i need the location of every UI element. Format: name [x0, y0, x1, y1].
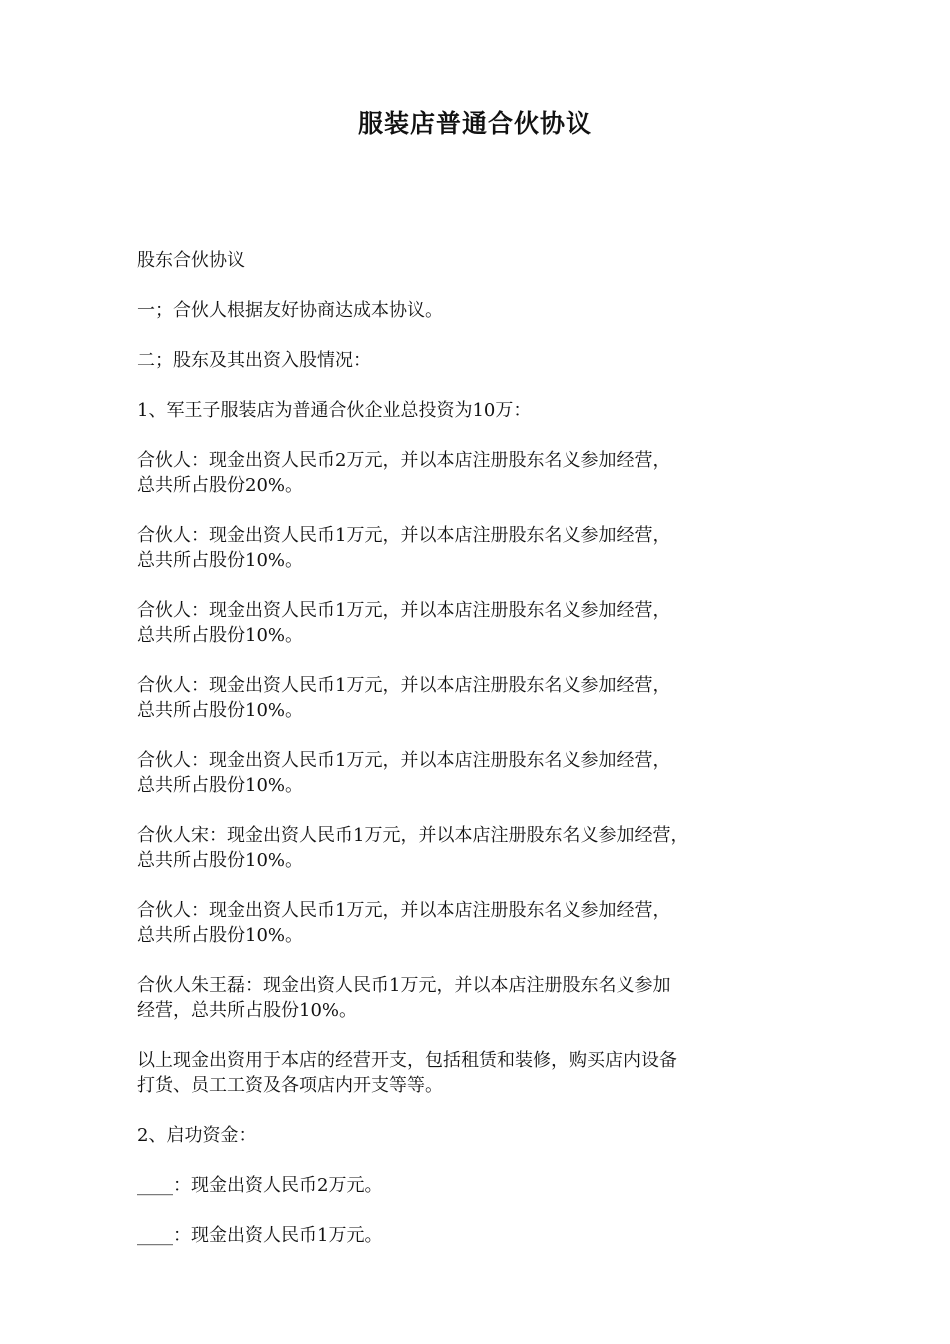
partner-entry [137, 598, 827, 648]
startup-fund-entry [137, 1173, 827, 1198]
paragraph-line: 合伙人：现金出资人民币1万元，并以本店注册股东名义参加经营， [137, 525, 671, 546]
paragraph-line: 合伙人：现金出资人民币1万元，并以本店注册股东名义参加经营， [137, 750, 671, 771]
paragraph-line: 总共所占股份10%。 [137, 925, 304, 946]
paragraph-line: 总共所占股份10%。 [137, 850, 304, 871]
paragraph-clause-1 [137, 298, 827, 323]
paragraph-line: 合伙人宋：现金出资人民币1万元，并以本店注册股东名义参加经营， [137, 825, 689, 846]
paragraph-line: 合伙人：现金出资人民币1万元，并以本店注册股东名义参加经营， [137, 900, 671, 921]
paragraph-line: 二；股东及其出资入股情况： [137, 350, 371, 371]
paragraph-line: 合伙人：现金出资人民币1万元，并以本店注册股东名义参加经营， [137, 600, 671, 621]
paragraph-line: 合伙人：现金出资人民币2万元，并以本店注册股东名义参加经营， [137, 450, 671, 471]
paragraph-line: 经营，总共所占股份10%。 [137, 1000, 358, 1021]
partner-entry [137, 523, 827, 573]
paragraph-line: 总共所占股份10%。 [137, 700, 304, 721]
paragraph-line: 以上现金出资用于本店的经营开支，包括租赁和装修，购买店内设备 [137, 1050, 677, 1071]
paragraph-line: 总共所占股份10%。 [137, 550, 304, 571]
paragraph-line: 总共所占股份10%。 [137, 775, 304, 796]
partner-entry [137, 448, 827, 498]
document-title: 服装店普通合伙协议 [357, 109, 592, 138]
paragraph-heading [137, 248, 827, 273]
partner-entry [137, 823, 827, 873]
paragraph-line: 1、军王子服装店为普通合伙企业总投资为10万： [137, 400, 532, 421]
paragraph-line: 股东合伙协议 [137, 250, 245, 271]
paragraph-line: ____：现金出资人民币1万元。 [137, 1225, 383, 1246]
partner-entry [137, 673, 827, 723]
paragraph-line: 合伙人：现金出资人民币1万元，并以本店注册股东名义参加经营， [137, 675, 671, 696]
partner-entry [137, 748, 827, 798]
document-body [137, 248, 827, 1273]
paragraph-line: 总共所占股份10%。 [137, 625, 304, 646]
partner-entry [137, 973, 827, 1023]
paragraph-line: 2、启功资金： [137, 1125, 257, 1146]
partner-entry [137, 898, 827, 948]
startup-fund-entry [137, 1223, 827, 1248]
paragraph-startup-funds [137, 1123, 827, 1148]
paragraph-line: ____：现金出资人民币2万元。 [137, 1175, 383, 1196]
paragraph-fund-usage [137, 1048, 827, 1098]
paragraph-line: 合伙人朱王磊：现金出资人民币1万元，并以本店注册股东名义参加 [137, 975, 671, 996]
paragraph-line: 总共所占股份20%。 [137, 475, 304, 496]
paragraph-investment-total [137, 398, 827, 423]
paragraph-line: 打货、员工工资及各项店内开支等等。 [137, 1075, 443, 1096]
paragraph-line: 一；合伙人根据友好协商达成本协议。 [137, 300, 443, 321]
paragraph-clause-2 [137, 348, 827, 373]
